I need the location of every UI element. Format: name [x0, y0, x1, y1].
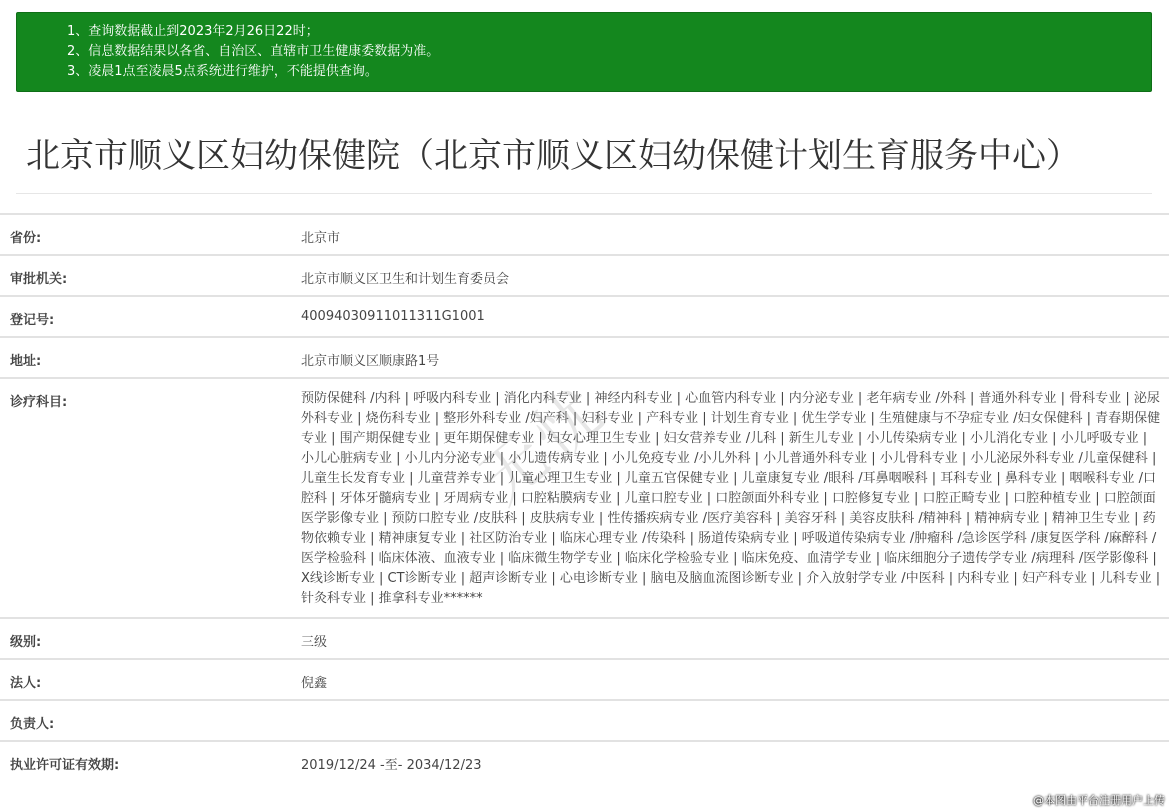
reg-no-value: 40094030911011311G1001	[291, 296, 1169, 337]
authority-label: 审批机关:	[0, 255, 291, 296]
row-legal-person	[0, 659, 1169, 700]
authority-value: 北京市顺义区卫生和计划生育委员会	[291, 255, 1169, 296]
notice-line-1: 1、查询数据截止到2023年2月26日22时；	[67, 24, 319, 39]
notice-banner	[16, 12, 1152, 92]
departments-value: 预防保健科 /内科 | 呼吸内科专业 | 消化内科专业 | 神经内科专业 | 心血管内科专业 | 内分泌专业 | 老年病专业 /外科 | 普通外科专业 | 骨科专业 | 泌尿外科专业 | 烧伤科专业 | 整形外科专业 /妇产科 | 妇科专业 | 产科专业 | 计划生育专业 | 优生学专业 | 生殖健康与不孕症专业 /妇女保健科 | 青春期保健专业 | 围产期保健专业 | 更年期保健专业 | 妇女心理卫生专业 | 妇女营养专业 /儿科 | 新生儿专业 | 小儿传染病专业 | 小儿消化专业 | 小儿呼吸专业 | 小儿心脏病专业 | 小儿内分泌专业 | 小儿遗传病专业 | 小儿免疫专业 /小儿外科 | 小儿普通外科专业 | 小儿骨科专业 | 小儿泌尿外科专业 /儿童保健科 | 儿童生长发育专业 | 儿童营养专业 | 儿童心理卫生专业 | 儿童五官保健专业 | 儿童康复专业 /眼科 /耳鼻咽喉科 | 耳科专业 | 鼻科专业 | 咽喉科专业 /口腔科 | 牙体牙髓病专业 | 牙周病专业 | 口腔粘膜病专业 | 儿童口腔专业 | 口腔颌面外科专业 | 口腔修复专业 | 口腔正畸专业 | 口腔种植专业 | 口腔颌面医学影像专业 | 预防口腔专业 /皮肤科 | 皮肤病专业 | 性传播疾病专业 /医疗美容科 | 美容牙科 | 美容皮肤科 /精神科 | 精神病专业 | 精神卫生专业 | 药物依赖专业 | 精神康复专业 | 社区防治专业 | 临床心理专业 /传染科 | 肠道传染病专业 | 呼吸道传染病专业 /肿瘤科 /急诊医学科 /康复医学科 /麻醉科 /医学检验科 | 临床体液、血液专业 | 临床微生物学专业 | 临床化学检验专业 | 临床免疫、血清学专业 | 临床细胞分子遗传学专业 /病理科 /医学影像科 | X线诊断专业 | CT诊断专业 | 超声诊断专业 | 心电诊断专业 | 脑电及脑血流图诊断专业 | 介入放射学专业 /中医科 | 内科专业 | 妇产科专业 | 儿科专业 | 针灸科专业 | 推拿科专业******	[291, 378, 1169, 618]
row-address	[0, 337, 1169, 378]
title-divider	[16, 193, 1152, 194]
license-validity-label: 执业许可证有效期:	[0, 741, 291, 782]
address-value: 北京市顺义区顺康路1号	[291, 337, 1169, 378]
row-principal	[0, 700, 1169, 741]
page-title: 北京市顺义区妇幼保健院（北京市顺义区妇幼保健计划生育服务中心）	[26, 136, 1080, 176]
footer-credit: @本图由平台注册用户上传	[1033, 794, 1165, 807]
institution-info-table	[0, 213, 1169, 782]
row-license-validity	[0, 741, 1169, 782]
row-departments	[0, 378, 1169, 618]
principal-label: 负责人:	[0, 700, 291, 741]
province-value: 北京市	[291, 214, 1169, 255]
row-province	[0, 214, 1169, 255]
principal-value	[291, 700, 1169, 741]
address-label: 地址:	[0, 337, 291, 378]
province-label: 省份:	[0, 214, 291, 255]
legal-person-value: 倪鑫	[291, 659, 1169, 700]
row-level	[0, 618, 1169, 659]
reg-no-label: 登记号:	[0, 296, 291, 337]
level-label: 级别:	[0, 618, 291, 659]
notice-line-2: 2、信息数据结果以各省、自治区、直辖市卫生健康委数据为准。	[67, 44, 440, 59]
notice-line-3: 3、凌晨1点至凌晨5点系统进行维护，不能提供查询。	[67, 64, 378, 79]
level-value: 三级	[291, 618, 1169, 659]
departments-label: 诊疗科目:	[0, 378, 291, 618]
row-reg-no	[0, 296, 1169, 337]
legal-person-label: 法人:	[0, 659, 291, 700]
license-validity-value: 2019/12/24 -至- 2034/12/23	[291, 741, 1169, 782]
row-authority	[0, 255, 1169, 296]
